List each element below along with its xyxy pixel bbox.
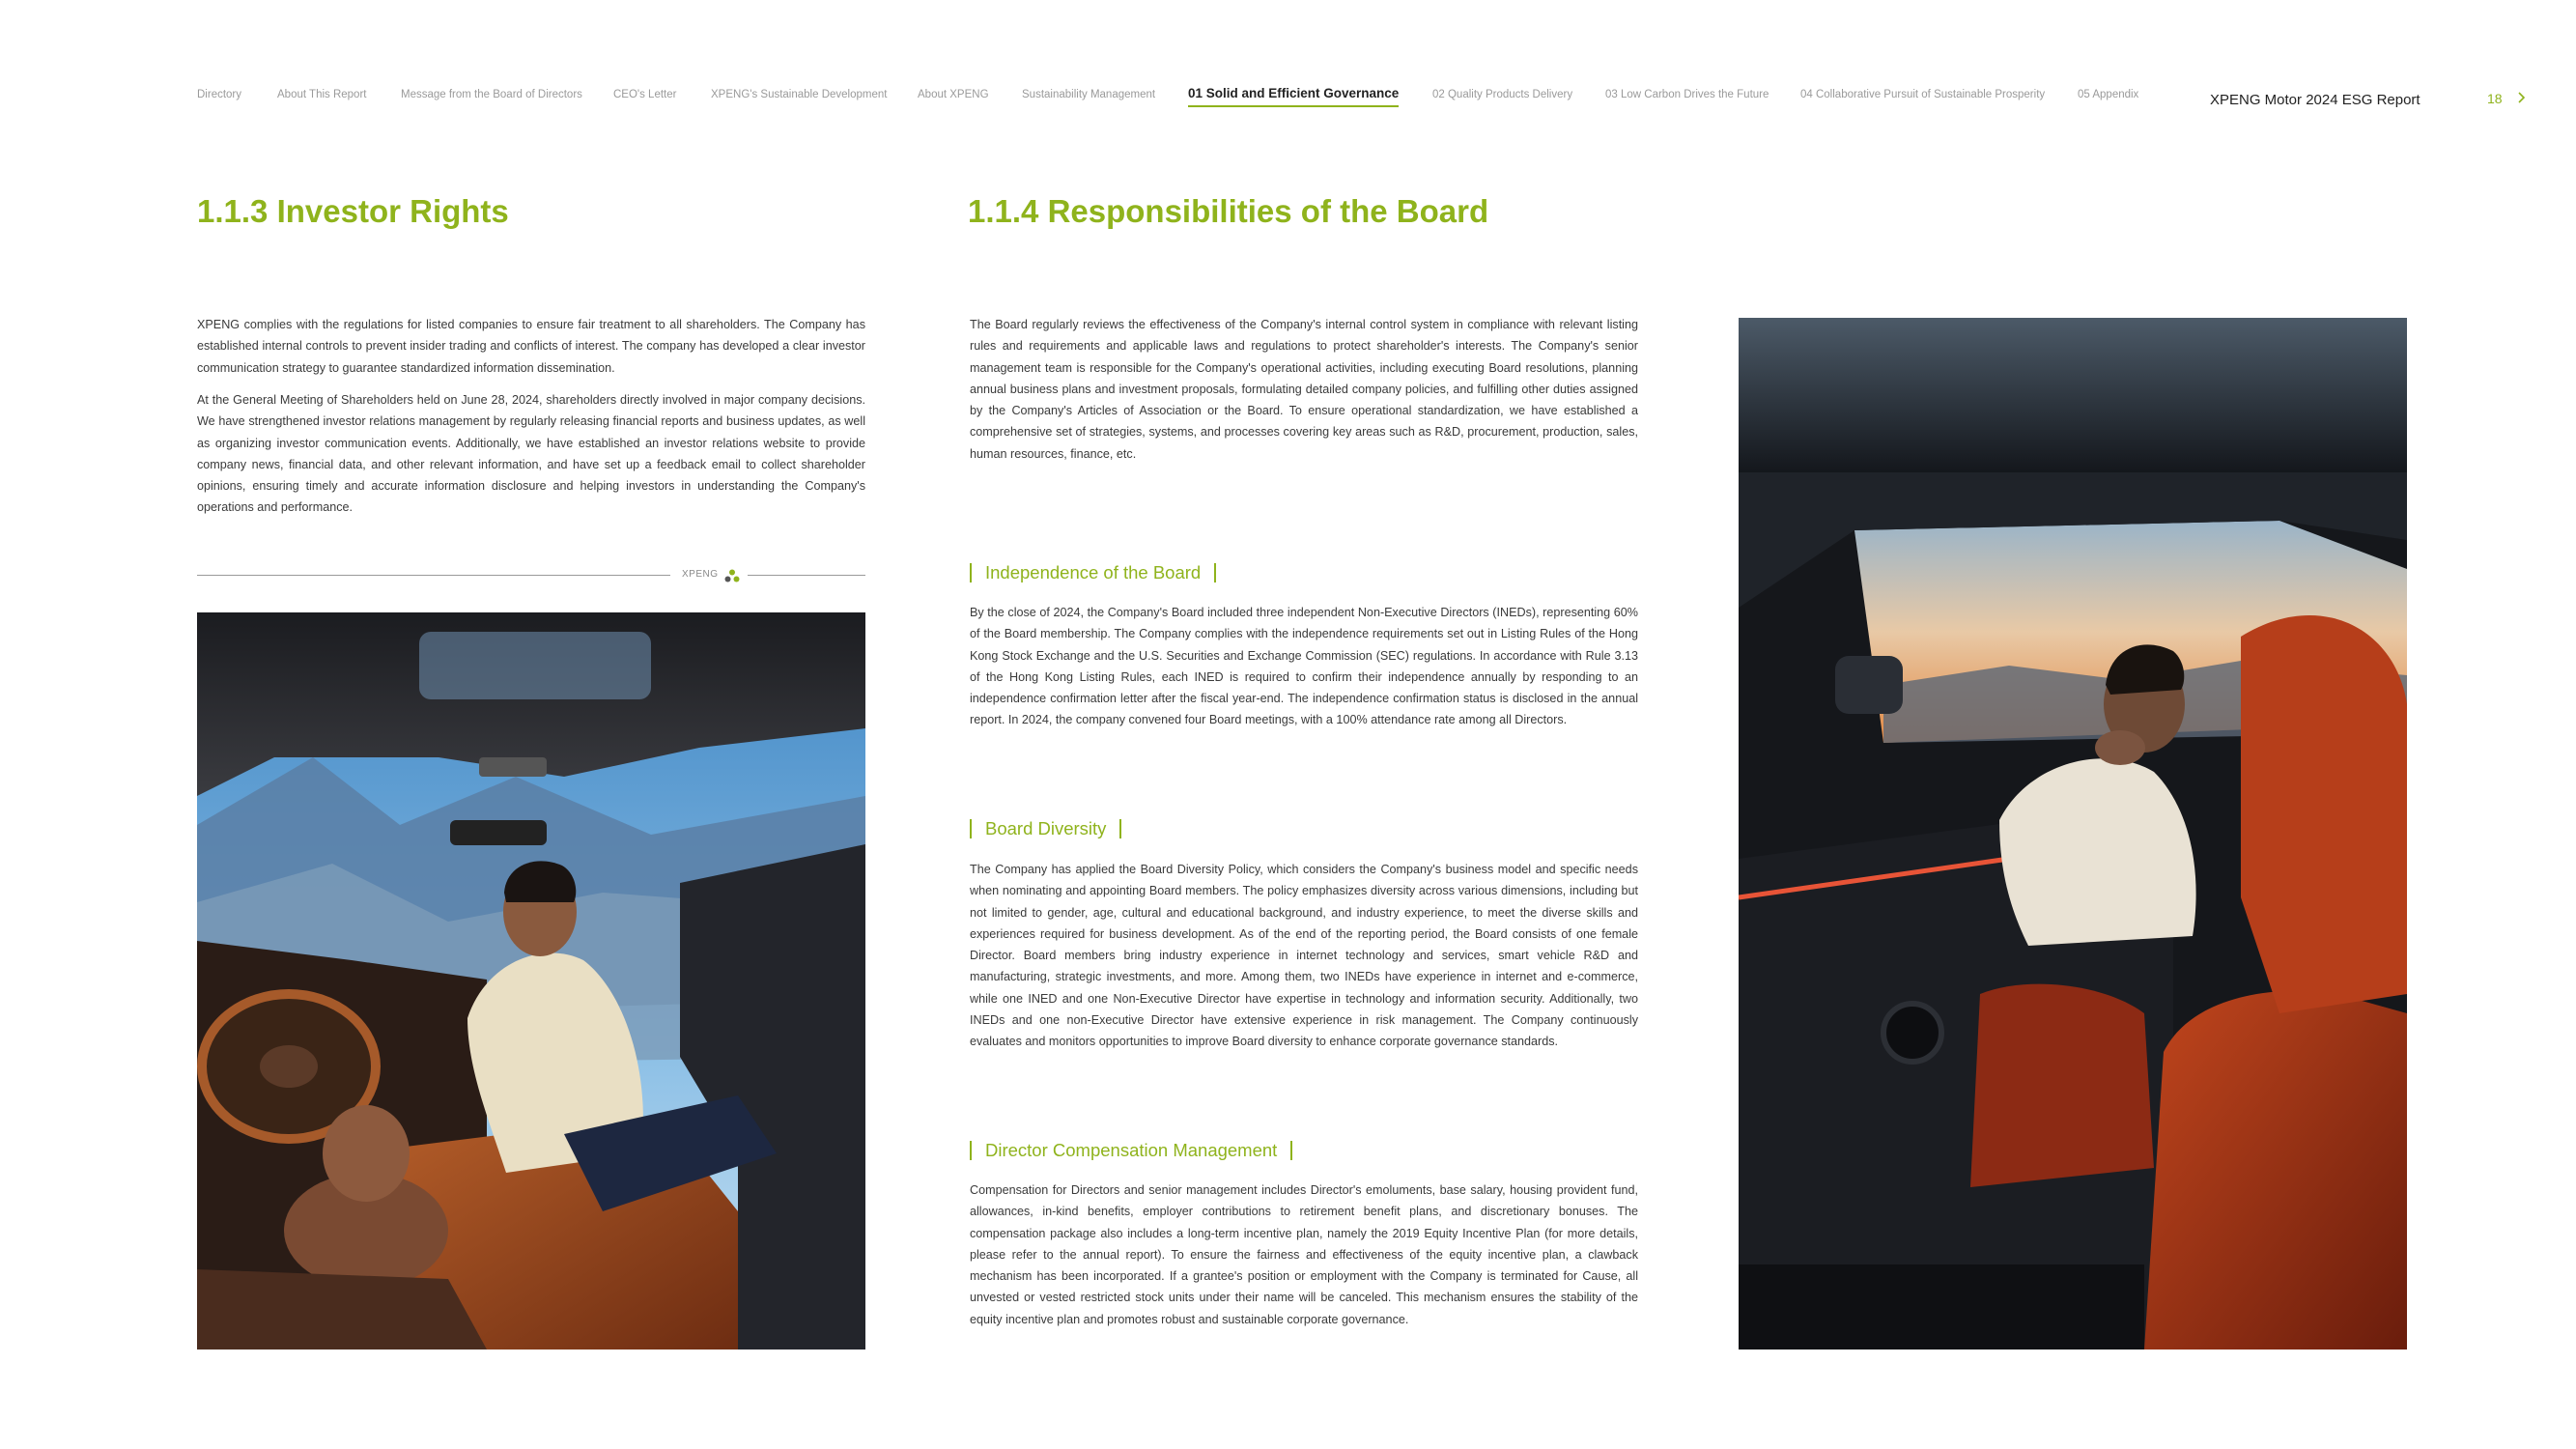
nav-item-governance-active[interactable]: 01 Solid and Efficient Governance (1188, 86, 1399, 107)
divider-line-left (197, 575, 670, 576)
nav-item-appendix[interactable]: 05 Appendix (2078, 89, 2139, 100)
nav-item-sustainable-development[interactable]: XPENG's Sustainable Development (711, 89, 888, 100)
chevron-right-icon[interactable] (2513, 90, 2529, 105)
director-compensation-paragraph: Compensation for Directors and senior management includes Director's emoluments, base salary, housing provident fund, allowances, in-kind benefits, employer contributions to retirement benefit plans, and discretionary bonuses. The compensation package also includes a long-term incentive plan, namely the 2019 Equity Incentive Plan (for more details, please refer to the annual report). To ensure the fairness and effectiveness of the equity incentive plan, a clawback mechanism has been incorporated. If a grantee's position or employment with the Company is terminated for Cause, all unvested or vested restricted stock units under their name will be canceled. This mechanism ensures the stability of the equity incentive plan and promotes robust and sustainable corporate governance. (970, 1183, 1638, 1326)
page-number: 18 (2487, 91, 2503, 106)
subheading-director-compensation: Director Compensation Management (970, 1141, 1292, 1160)
report-title: XPENG Motor 2024 ESG Report (2210, 92, 2420, 108)
section-heading-board-responsibilities: 1.1.4 Responsibilities of the Board (968, 193, 1489, 229)
nav-item-board-message[interactable]: Message from the Board of Directors (401, 89, 582, 100)
board-independence-paragraph: By the close of 2024, the Company's Board included three independent Non-Executive Directors (INEDs), representing 60% of the Board membership. The Company complies with the independence requirements set out in Listing Rules of the Hong Kong Stock Exchange and the U.S. Securities and Exchange Commission (SEC) regulations. In accordance with Rule 3.13 of the Hong Kong Listing Rules, each INED is required to confirm their independence annually by responding to an independence confirmation letter after the fiscal year-end. The independence confirmation status is disclosed in the annual report. In 2024, the company convened four Board meetings, with a 100% attendance rate among all Directors. (970, 606, 1638, 727)
nav-item-about-report[interactable]: About This Report (277, 89, 367, 100)
nav-item-collaborative-prosperity[interactable]: 04 Collaborative Pursuit of Sustainable Prosperity (1800, 89, 2046, 100)
car-interior-photo (197, 612, 865, 1350)
nav-item-ceo-letter[interactable]: CEO's Letter (613, 89, 677, 100)
nav-item-quality-products[interactable]: 02 Quality Products Delivery (1432, 89, 1573, 100)
nav-item-about-xpeng[interactable]: About XPENG (918, 89, 989, 100)
section-heading-investor-rights: 1.1.3 Investor Rights (197, 193, 509, 229)
divider-line-right (748, 575, 865, 576)
top-navigation (197, 86, 2537, 118)
board-diversity-paragraph: The Company has applied the Board Diversity Policy, which considers the Company's business model and specific needs when nominating and appointing Board members. The policy emphasizes diversity across various dimensions, including but not limited to gender, age, cultural and educational background, and industry experience, to meet the diverse skills and experiences required for business development. As of the end of the reporting period, the Board consists of one female Director. Board members bring industry experience in internet technology and services, smart vehicle R&D and manufacturing, strategic investments, and more. Among them, two INEDs have experience in internet and e-commerce, while one INED and one Non-Executive Director have expertise in technology and information security. Additionally, two INEDs and one non-Executive Director have extensive experience in risk management. The Company continuously evaluates and monitors opportunities to improve Board diversity to enhance corporate governance standards. (970, 863, 1638, 1049)
subheading-board-independence: Independence of the Board (970, 563, 1216, 582)
investor-rights-paragraph-1: XPENG complies with the regulations for listed companies to ensure fair treatment to all shareholders. The Company has established internal controls to prevent insider trading and conflicts of interest. The company has developed a clear investor communication strategy to guarantee standardized information dissemination. (197, 318, 865, 375)
investor-rights-paragraph-2: At the General Meeting of Shareholders held on June 28, 2024, shareholders directly involved in major company decisions. We have strengthened investor relations management by regularly releasing financial reports and business updates, as well as organizing investor communication events. Additionally, we have established an investor relations website to provide company news, financial data, and other relevant information, and have set up a feedback email to collect shareholder opinions, ensuring timely and accurate information disclosure and helping investors in understanding the Company's operations and performance. (197, 393, 865, 515)
board-responsibilities-intro: The Board regularly reviews the effectiveness of the Company's internal control system in compliance with relevant listing rules and requirements and applicable laws and regulations to protect shareholder's interests. The Company's senior management team is responsible for the Company's operational activities, including executing Board resolutions, planning annual business plans and investment proposals, formulating detailed company policies, and fulfilling other duties assigned by the Company's Articles of Association or the Board. To ensure operational standardization, we have established a comprehensive set of strategies, systems, and processes covering key areas such as R&D, procurement, production, sales, human resources, finance, etc. (970, 318, 1638, 461)
xpeng-logo-icon (724, 569, 740, 582)
nav-item-sustainability-management[interactable]: Sustainability Management (1022, 89, 1156, 100)
subheading-board-diversity: Board Diversity (970, 819, 1121, 838)
nav-item-directory[interactable]: Directory (197, 89, 242, 100)
driver-sunset-photo (1739, 318, 2407, 1350)
xpeng-logo-text: XPENG (682, 569, 719, 580)
xpeng-divider (197, 569, 865, 582)
nav-item-low-carbon[interactable]: 03 Low Carbon Drives the Future (1605, 89, 1769, 100)
